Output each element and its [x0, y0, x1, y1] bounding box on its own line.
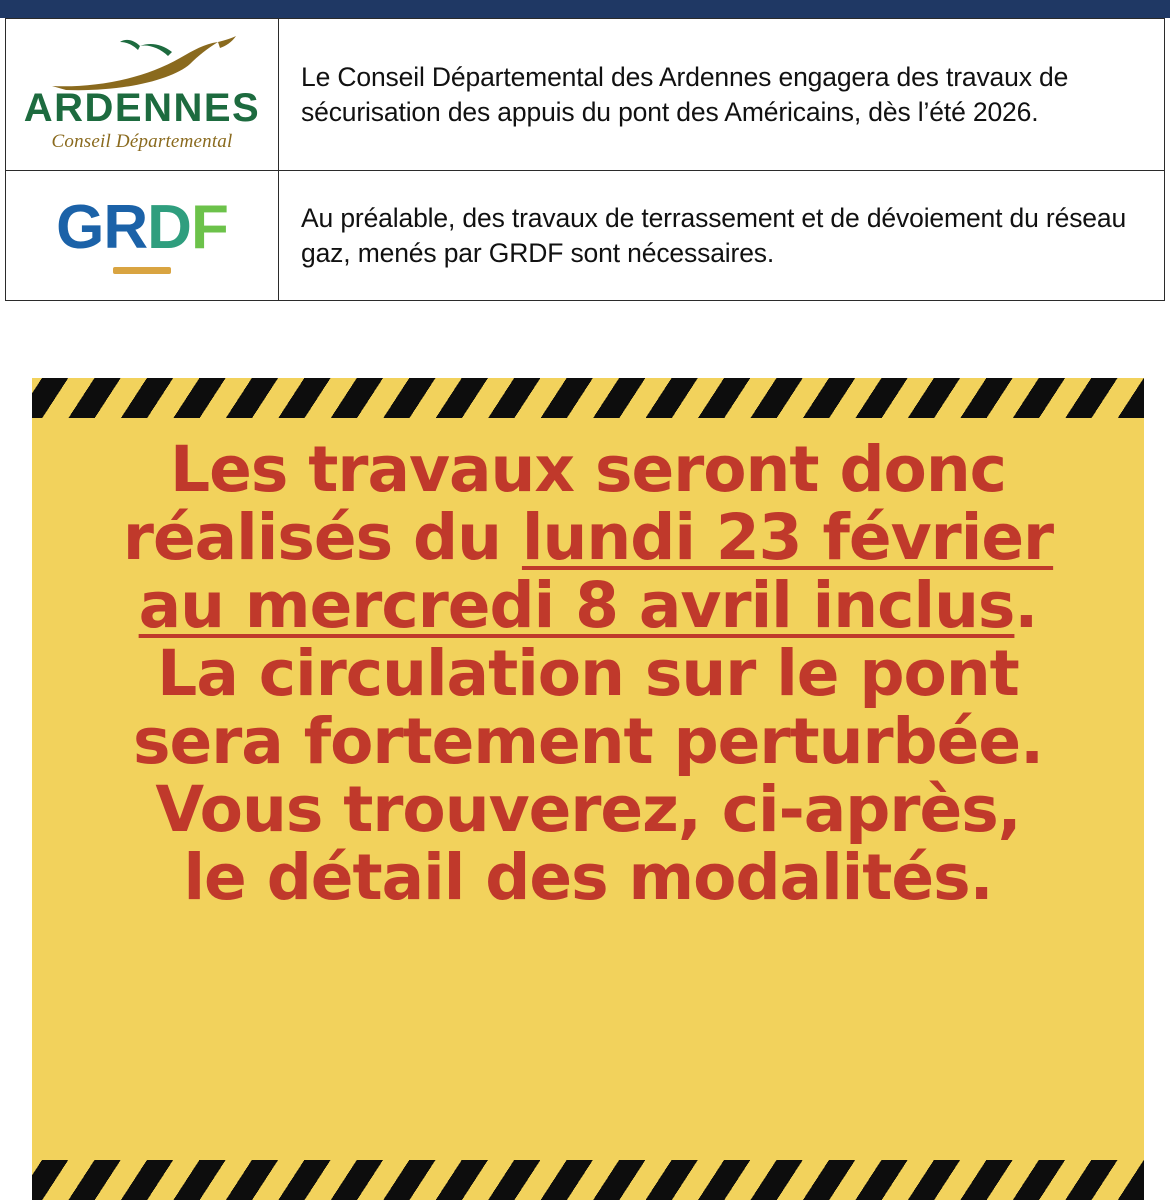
hazard-stripe-top: [32, 378, 1144, 418]
grdf-wordmark: [27, 193, 257, 262]
top-blue-bar: [0, 0, 1170, 18]
table-row: [6, 171, 1165, 301]
boar-swoosh-icon: [22, 36, 262, 92]
grdf-underline-bar: [113, 267, 171, 274]
poster-line: Les travaux seront donc: [169, 433, 1007, 506]
hazard-stripe-bottom: [32, 1160, 1144, 1200]
poster-line: [54, 501, 1122, 575]
ardennes-logo-cell: [6, 19, 279, 171]
poster-line: [54, 569, 1122, 643]
grdf-letter-d: D: [147, 193, 191, 262]
poster-line: La circulation sur le pont: [157, 637, 1019, 711]
poster-line: Vous trouverez, ci-après,: [155, 773, 1021, 847]
hazard-poster-text: [32, 418, 1144, 915]
ardennes-logo: [22, 36, 262, 154]
ardennes-subtitle: Conseil Départemental: [51, 130, 233, 152]
table-row: [6, 19, 1165, 171]
poster-line-suffix: .: [1014, 569, 1038, 643]
hazard-poster: [0, 330, 1170, 1200]
grdf-logo-cell: [6, 171, 279, 301]
grdf-text-cell: [279, 171, 1165, 301]
poster-line-underlined: lundi 23 février: [521, 501, 1054, 575]
ardennes-paragraph: Le Conseil Départemental des Ardennes engagera des travaux de sécurisation des appuis du pont des Américains, dès l’été 2026.: [301, 62, 1069, 127]
grdf-letter-f: F: [190, 193, 228, 262]
grdf-paragraph: Au préalable, des travaux de terrassement et de dévoiement du réseau gaz, menés par GRDF sont nécessaires.: [301, 203, 1127, 268]
grdf-letter-g: G: [56, 193, 104, 262]
info-table: [5, 18, 1165, 301]
ardennes-text-cell: [279, 19, 1165, 171]
ardennes-wordmark: ARDENNES: [23, 85, 261, 130]
grdf-letter-r: R: [103, 193, 148, 262]
poster-line: sera fortement perturbée.: [132, 705, 1044, 779]
poster-line-underlined: au mercredi 8 avril inclus: [138, 569, 1015, 643]
poster-line: le détail des modalités.: [183, 841, 993, 915]
hazard-poster-panel: [32, 378, 1144, 1200]
grdf-logo: [27, 193, 257, 274]
poster-line-prefix: réalisés du: [122, 501, 522, 575]
